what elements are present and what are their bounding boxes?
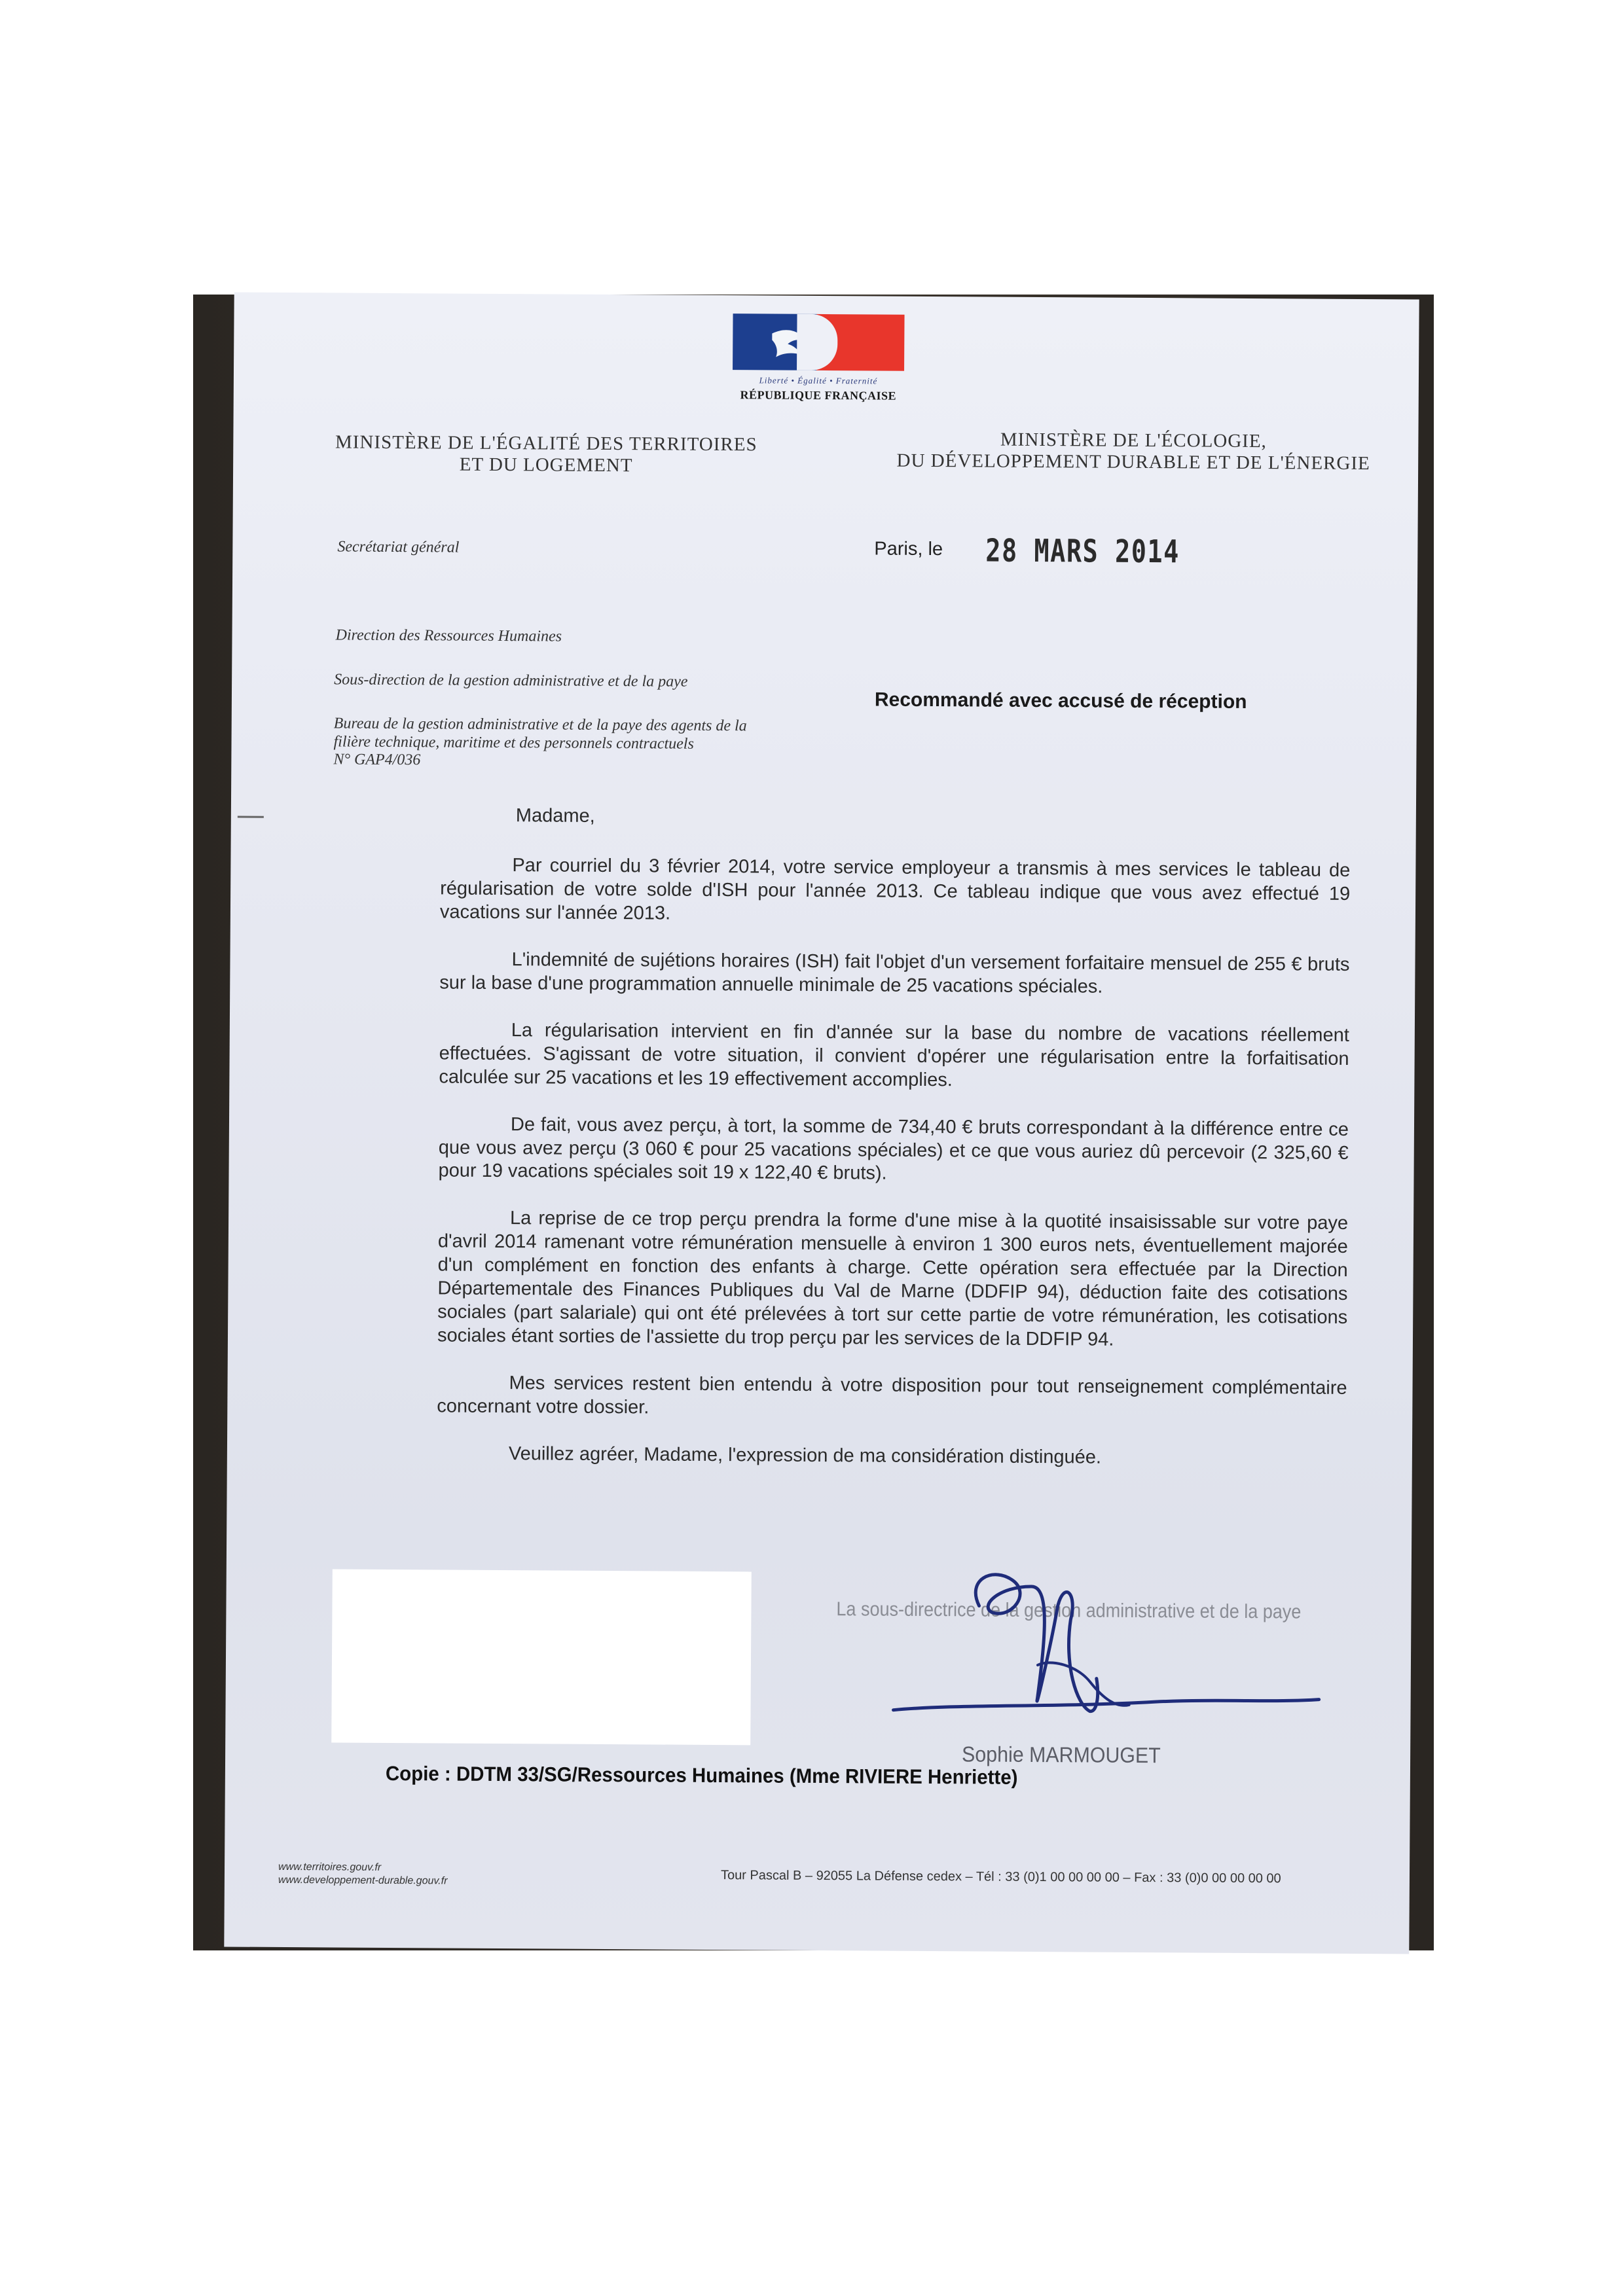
copy-notice: Copie : DDTM 33/SG/Ressources Humaines (Mme RIVIERE Henriette) bbox=[385, 1761, 1018, 1789]
paragraph-1: Par courriel du 3 février 2014, votre service employeur a transmis à mes services le tableau de régularisation de votre solde d'ISH pour l'année 2013. Ce tableau indique que vous avez effectué 19 vacations sur l'année 2013. bbox=[439, 855, 1351, 924]
footer-address: Tour Pascal B – 92055 La Défense cedex – Tél : 33 (0)1 00 00 00 00 – Fax : 33 (0)0 00 00 00 00 bbox=[720, 1868, 1281, 1886]
redacted-area bbox=[331, 1569, 752, 1745]
sous-direction-label: Sous-direction de la gestion administrative et de la paye bbox=[334, 671, 688, 691]
paragraph-3: La régularisation intervient en fin d'année sur la base du nombre de vacations réellement effectuées. S'agissant de votre situation, il convient d'opérer une régularisation entre la forfaitisation calculée sur 25 vacations et les 19 effectivement accomplies. bbox=[439, 1019, 1349, 1090]
signatory-title: La sous-directrice de la gestion administrative et de la paye bbox=[836, 1598, 1302, 1623]
footer-websites bbox=[278, 1861, 448, 1888]
ministry-left: MINISTÈRE DE L'ÉGALITÉ DES TERRITOIRES ET DU LOGEMENT bbox=[335, 431, 757, 476]
marianne-logo bbox=[733, 314, 905, 403]
salutation: Madame, bbox=[515, 805, 595, 827]
date-stamp: 28 MARS 2014 bbox=[985, 532, 1180, 571]
secretariat-label: Secrétariat général bbox=[337, 538, 460, 556]
republic-motto: Liberté • Égalité • Fraternité bbox=[759, 375, 878, 386]
paragraph-6: Mes services restent bien entendu à votre disposition pour tout renseignement complémentaire concernant votre dossier. bbox=[437, 1372, 1347, 1418]
handwritten-signature bbox=[880, 1566, 1339, 1726]
ministry-right: MINISTÈRE DE L'ÉCOLOGIE, DU DÉVELOPPEMENT DURABLE ET DE L'ÉNERGIE bbox=[896, 429, 1370, 475]
letter-page bbox=[224, 292, 1419, 1954]
paragraph-2: L'indemnité de sujétions horaires (ISH) fait l'objet d'un versement forfaitaire mensuel de 255 € bruts sur la base d'une programmation annuelle minimale de 25 vacations spéciales. bbox=[439, 948, 1350, 997]
paragraph-5: La reprise de ce trop perçu prendra la forme d'une mise à la quotité insaisissable sur votre paye d'avril 2014 ramenant votre rémunération mensuelle à environ 1 300 euros nets, éventuellement majorée d'un complément en fonction des enfants à charge. Cette opération sera effectuée par la Direction Départementale des Finances Publiques du Val de Marne (DDFIP 94), déduction faite des cotisations sociales (part salariale) qui ont été prélevées à tort sur cette partie de votre rémunération, les cotisations sociales étant sorties de l'assiette du trop perçu par les services de la DDFIP 94. bbox=[437, 1208, 1349, 1350]
paragraph-4: De fait, vous avez perçu, à tort, la somme de 734,40 € bruts correspondant à la différence entre ce que vous avez perçu (3 060 € pour 25 vacations spéciales) et ce que vous auriez dû percevoir (2 325,60 € pour 19 vacations spéciales soit 19 x 122,40 € bruts). bbox=[438, 1113, 1349, 1185]
recommande-notice: Recommandé avec accusé de réception bbox=[874, 689, 1247, 713]
tricolor-flag-icon bbox=[733, 314, 905, 371]
signatory-name: Sophie MARMOUGET bbox=[962, 1742, 1161, 1768]
closing: Veuillez agréer, Madame, l'expression de ma considération distinguée. bbox=[508, 1443, 1102, 1468]
date-label: Paris, le bbox=[874, 538, 943, 560]
fold-mark bbox=[238, 816, 264, 818]
reference-number: N° GAP4/036 bbox=[333, 751, 421, 769]
direction-label: Direction des Ressources Humaines bbox=[335, 626, 562, 645]
website-territoires: www.territoires.gouv.fr bbox=[278, 1861, 382, 1873]
website-developpement-durable: www.developpement-durable.gouv.fr bbox=[278, 1874, 448, 1887]
letter-body bbox=[437, 804, 1351, 1494]
bureau-label: Bureau de la gestion administrative et de la paye des agents de la filière technique, maritime et des personnels contractuels N° GAP4/036 bbox=[333, 715, 896, 772]
republic-name: RÉPUBLIQUE FRANÇAISE bbox=[740, 388, 897, 403]
